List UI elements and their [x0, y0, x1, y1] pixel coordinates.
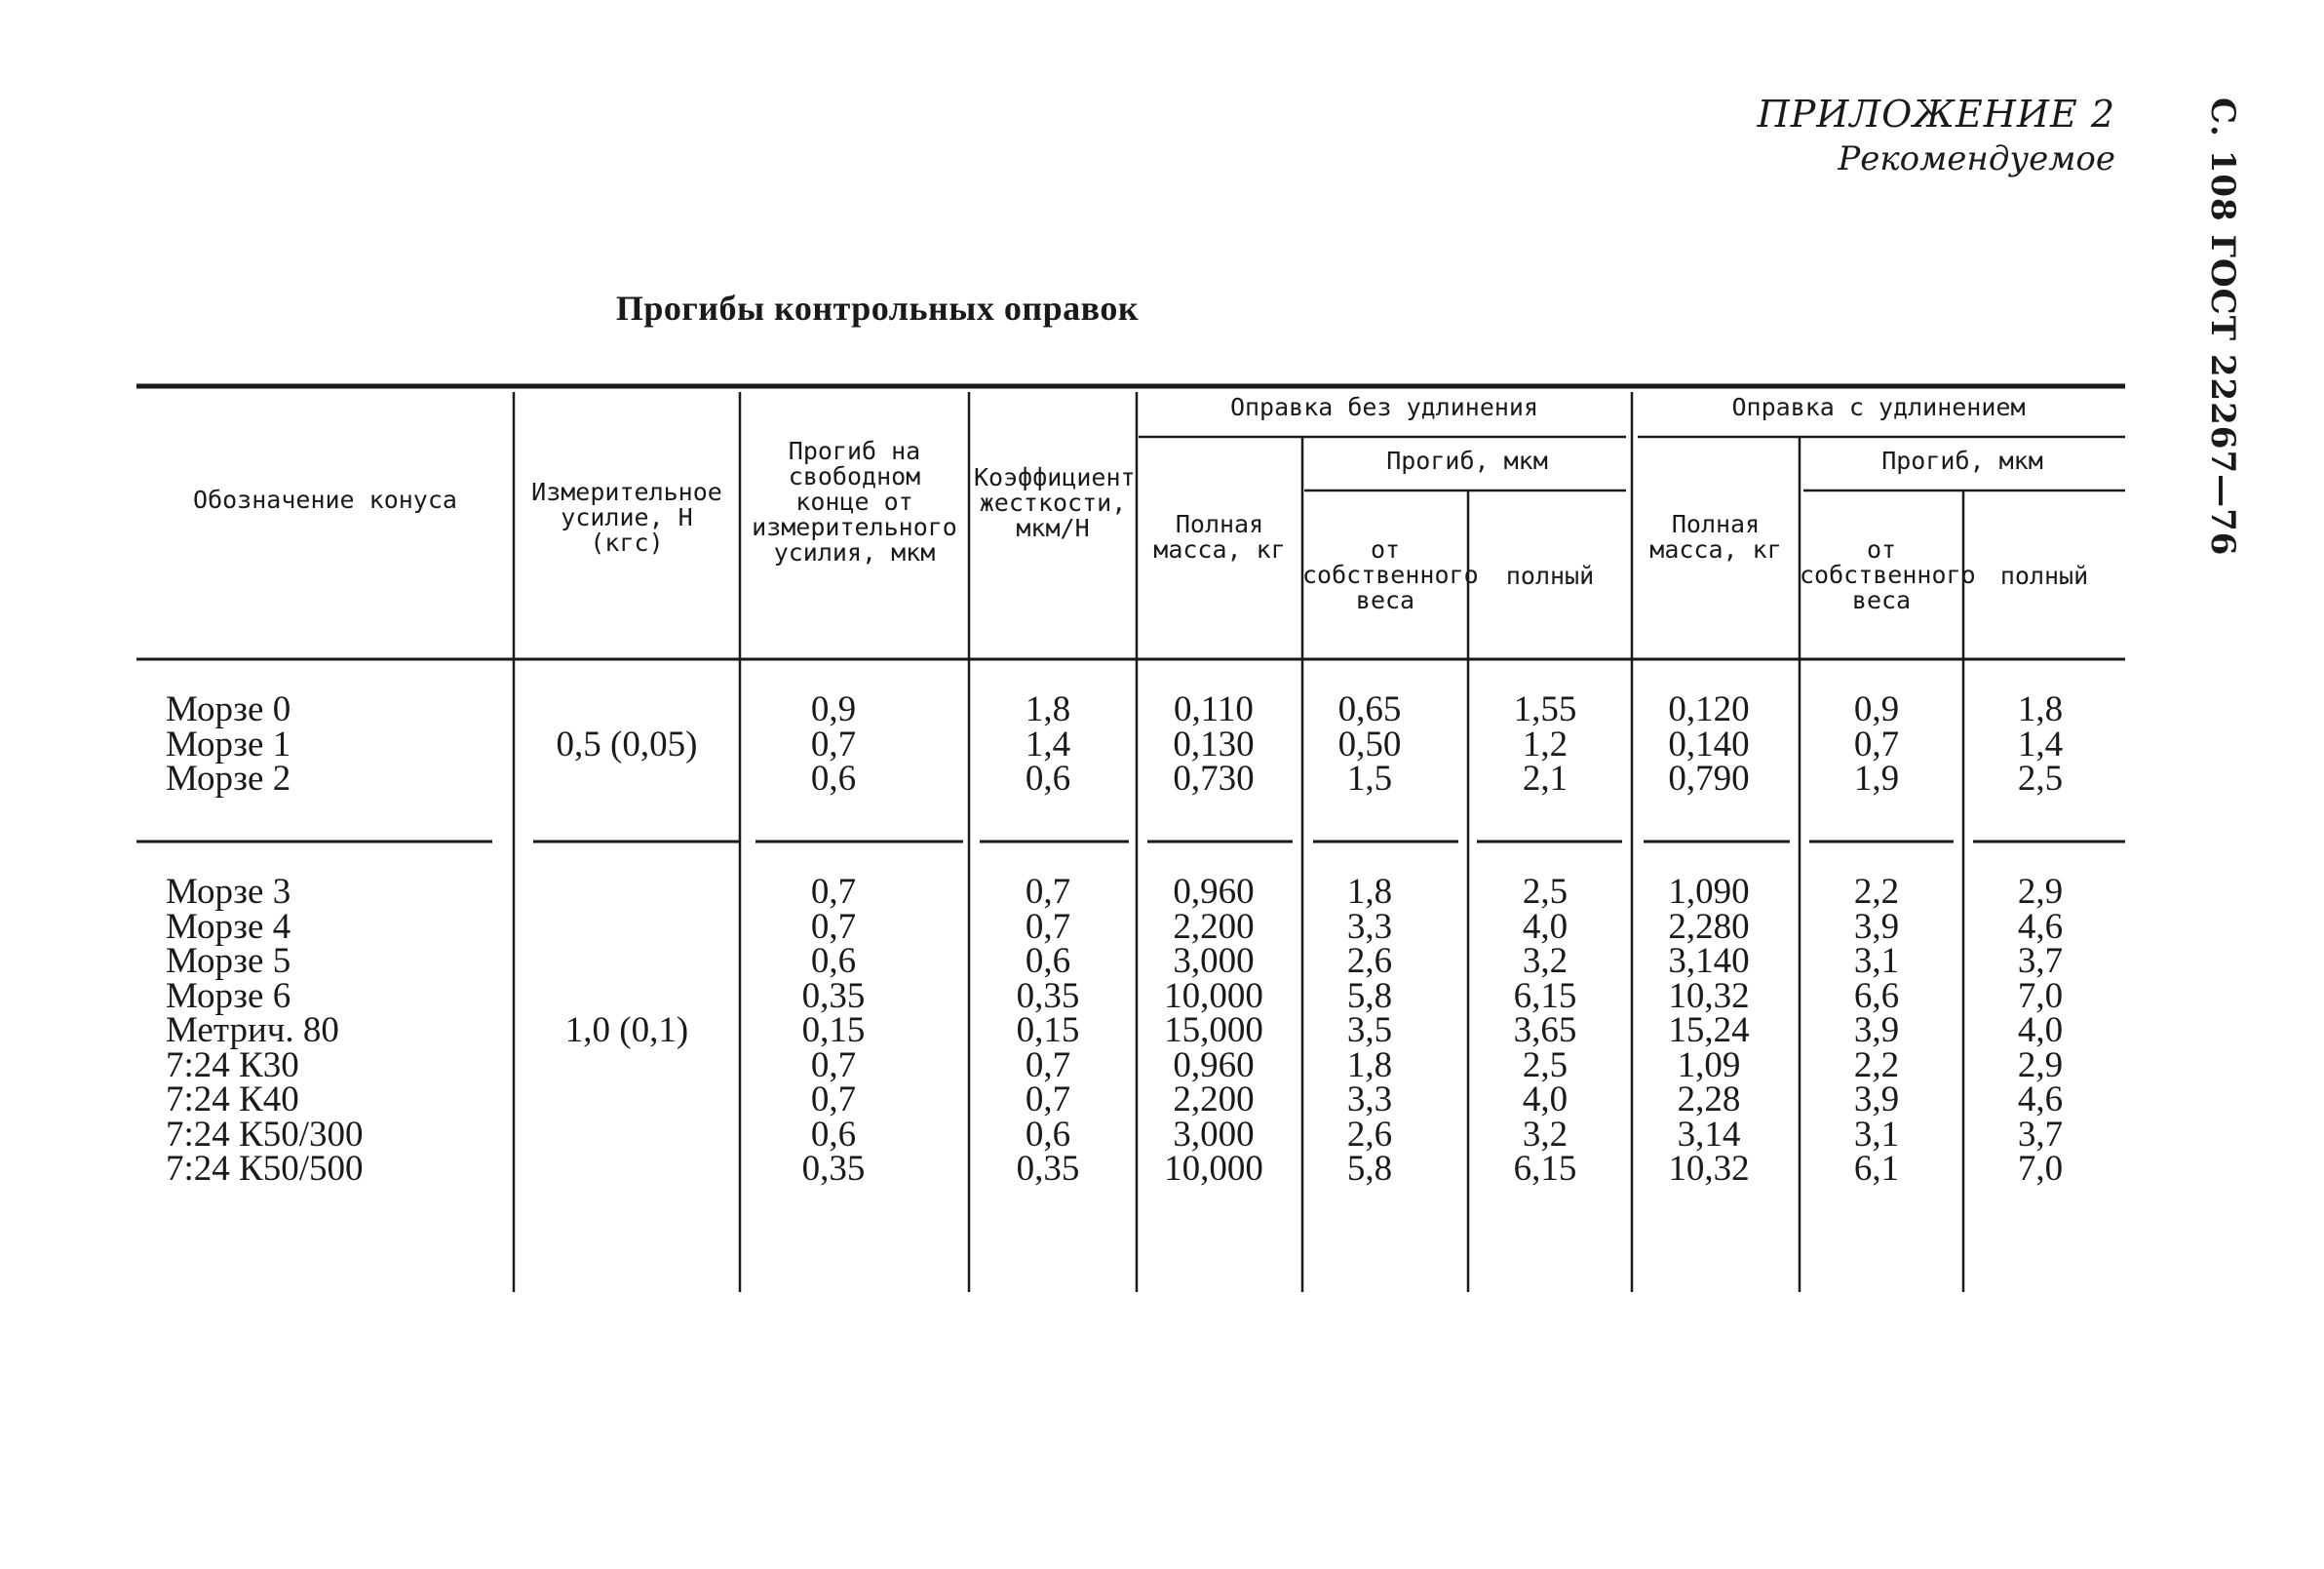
table-title: Прогибы контрольных оправок	[615, 289, 1140, 328]
cell-free-end-deflection: 0,7	[810, 1079, 857, 1119]
header-stiffness: Коэффициент жесткости, мкм/Н	[974, 463, 1136, 542]
cell-mass-with: 0,140	[1668, 724, 1750, 765]
cell-stiffness: 0,6	[1025, 1114, 1071, 1155]
cell-own-weight-with: 6,6	[1853, 975, 1900, 1016]
cell-own-weight-with: 2,2	[1853, 1044, 1900, 1085]
cell-mass-without: 10,000	[1164, 975, 1263, 1016]
cell-total-with: 2,9	[2017, 872, 2064, 912]
cell-own-weight-with: 3,1	[1853, 1114, 1900, 1155]
cell-force: 0,5 (0,05)	[556, 724, 698, 765]
cell-total-with: 4,0	[2017, 1010, 2064, 1050]
cell-total-with: 4,6	[2017, 906, 2064, 947]
header-total-with: полный	[1999, 562, 2089, 590]
cell-mass-with: 2,280	[1668, 906, 1750, 947]
cell-total-without: 1,55	[1513, 689, 1577, 729]
cell-cone: Морзе 0	[166, 689, 291, 729]
header-group-with-extension: Оправка с удлинением	[1731, 393, 2026, 421]
cell-mass-without: 2,200	[1173, 906, 1255, 947]
cell-total-with: 7,0	[2017, 975, 2064, 1016]
cell-free-end-deflection: 0,15	[801, 1010, 866, 1050]
header-own-weight-with: от собственного веса	[1800, 535, 1976, 614]
cell-mass-without: 0,110	[1174, 689, 1254, 729]
header-deflection-with: Прогиб, мкм	[1881, 447, 2043, 475]
cell-own-weight-without: 2,6	[1346, 941, 1393, 981]
cell-own-weight-with: 2,2	[1853, 872, 1900, 912]
header-free-end-deflection: Прогиб на свободном конце от измерительного усилия, мкм	[752, 437, 957, 567]
cell-own-weight-with: 0,7	[1853, 724, 1900, 765]
cell-mass-without: 0,130	[1173, 724, 1255, 765]
cell-total-with: 3,7	[2017, 1114, 2064, 1155]
header-mass-with: Полная масса, кг	[1649, 510, 1782, 564]
cell-stiffness: 1,8	[1025, 689, 1071, 729]
cell-mass-with: 10,32	[1668, 1149, 1750, 1189]
header-cone: Обозначение конуса	[193, 486, 457, 514]
cell-mass-without: 0,960	[1173, 872, 1255, 912]
cell-mass-without: 0,730	[1173, 759, 1255, 799]
cell-mass-without: 3,000	[1173, 1114, 1255, 1155]
cell-cone: 7:24 К50/300	[166, 1114, 364, 1155]
cell-total-without: 3,2	[1522, 1114, 1569, 1155]
cell-stiffness: 0,7	[1025, 1079, 1071, 1119]
cell-mass-with: 3,140	[1668, 941, 1750, 981]
cell-stiffness: 0,35	[1016, 1149, 1080, 1189]
cell-mass-without: 15,000	[1164, 1010, 1263, 1050]
cell-cone: Морзе 6	[166, 975, 291, 1016]
cell-stiffness: 0,6	[1025, 759, 1071, 799]
cell-own-weight-with: 3,9	[1853, 1079, 1900, 1119]
cell-total-with: 2,9	[2017, 1044, 2064, 1085]
cell-cone: Морзе 2	[166, 759, 291, 799]
cell-mass-with: 0,790	[1668, 759, 1750, 799]
cell-own-weight-with: 6,1	[1853, 1149, 1900, 1189]
cell-own-weight-without: 0,65	[1337, 689, 1402, 729]
cell-mass-with: 1,090	[1668, 872, 1750, 912]
header-deflection-without: Прогиб, мкм	[1386, 447, 1548, 475]
cell-stiffness: 0,7	[1025, 906, 1071, 947]
cell-total-with: 1,8	[2017, 689, 2064, 729]
cell-total-without: 4,0	[1522, 1079, 1569, 1119]
cell-free-end-deflection: 0,6	[810, 941, 857, 981]
cell-cone: 7:24 К30	[166, 1044, 299, 1085]
cell-total-without: 2,5	[1522, 872, 1569, 912]
cell-total-with: 2,5	[2017, 759, 2064, 799]
cell-total-without: 6,15	[1513, 1149, 1577, 1189]
cell-free-end-deflection: 0,9	[810, 689, 857, 729]
cell-mass-without: 0,960	[1173, 1044, 1255, 1085]
cell-total-without: 4,0	[1522, 906, 1569, 947]
cell-total-with: 3,7	[2017, 941, 2064, 981]
cell-own-weight-without: 0,50	[1337, 724, 1402, 765]
cell-own-weight-without: 3,3	[1346, 906, 1393, 947]
cell-free-end-deflection: 0,35	[801, 975, 866, 1016]
appendix-label: ПРИЛОЖЕНИЕ 2	[1757, 93, 2115, 136]
cell-free-end-deflection: 0,7	[810, 1044, 857, 1085]
cell-own-weight-without: 1,5	[1346, 759, 1393, 799]
cell-mass-with: 1,09	[1677, 1044, 1741, 1085]
cell-own-weight-with: 0,9	[1853, 689, 1900, 729]
cell-mass-without: 2,200	[1173, 1079, 1255, 1119]
cell-own-weight-without: 5,8	[1346, 975, 1393, 1016]
cell-stiffness: 1,4	[1025, 724, 1071, 765]
cell-stiffness: 0,35	[1016, 975, 1080, 1016]
cell-mass-with: 15,24	[1668, 1010, 1750, 1050]
header-group-without-extension: Оправка без удлинения	[1229, 393, 1539, 421]
cell-stiffness: 0,7	[1025, 872, 1071, 912]
cell-mass-without: 10,000	[1164, 1149, 1263, 1189]
header-mass-without: Полная масса, кг	[1153, 510, 1286, 564]
header-total-without: полный	[1505, 562, 1595, 590]
cell-total-without: 2,1	[1522, 759, 1569, 799]
cell-free-end-deflection: 0,7	[810, 872, 857, 912]
cell-total-without: 3,65	[1513, 1010, 1577, 1050]
cell-own-weight-without: 3,3	[1346, 1079, 1393, 1119]
cell-stiffness: 0,7	[1025, 1044, 1071, 1085]
cell-cone: 7:24 К50/500	[166, 1149, 364, 1189]
cell-cone: Метрич. 80	[166, 1010, 339, 1050]
cell-own-weight-with: 3,9	[1853, 906, 1900, 947]
cell-cone: 7:24 К40	[166, 1079, 299, 1119]
header-own-weight-without: от собственного веса	[1302, 535, 1479, 614]
cell-free-end-deflection: 0,7	[810, 724, 857, 765]
standard-page-label-text: С. 108 ГОСТ 22267—76	[2203, 98, 2242, 557]
cell-free-end-deflection: 0,6	[810, 759, 857, 799]
cell-force: 1,0 (0,1)	[564, 1010, 689, 1050]
cell-free-end-deflection: 0,6	[810, 1114, 857, 1155]
cell-total-without: 1,2	[1522, 724, 1569, 765]
cell-own-weight-without: 5,8	[1346, 1149, 1393, 1189]
cell-mass-with: 0,120	[1668, 689, 1750, 729]
cell-total-with: 7,0	[2017, 1149, 2064, 1189]
cell-cone: Морзе 5	[166, 941, 291, 981]
cell-free-end-deflection: 0,7	[810, 906, 857, 947]
cell-own-weight-without: 1,8	[1346, 872, 1393, 912]
cell-mass-with: 2,28	[1677, 1079, 1741, 1119]
cell-total-without: 6,15	[1513, 975, 1577, 1016]
cell-own-weight-with: 3,1	[1853, 941, 1900, 981]
appendix-note: Рекомендуемое	[1838, 139, 2115, 178]
cell-mass-without: 3,000	[1173, 941, 1255, 981]
cell-cone: Морзе 4	[166, 906, 291, 947]
cell-total-with: 1,4	[2017, 724, 2064, 765]
header-force: Измерительное усилие, Н (кгс)	[531, 478, 722, 557]
cell-own-weight-with: 3,9	[1853, 1010, 1900, 1050]
cell-stiffness: 0,15	[1016, 1010, 1080, 1050]
cell-own-weight-without: 1,8	[1346, 1044, 1393, 1085]
cell-cone: Морзе 3	[166, 872, 291, 912]
cell-free-end-deflection: 0,35	[801, 1149, 866, 1189]
cell-own-weight-without: 3,5	[1346, 1010, 1393, 1050]
cell-total-without: 2,5	[1522, 1044, 1569, 1085]
cell-mass-with: 3,14	[1677, 1114, 1741, 1155]
cell-mass-with: 10,32	[1668, 975, 1750, 1016]
cell-total-without: 3,2	[1522, 941, 1569, 981]
cell-stiffness: 0,6	[1025, 941, 1071, 981]
cell-own-weight-without: 2,6	[1346, 1114, 1393, 1155]
cell-cone: Морзе 1	[166, 724, 291, 765]
cell-total-with: 4,6	[2017, 1079, 2064, 1119]
cell-own-weight-with: 1,9	[1853, 759, 1900, 799]
